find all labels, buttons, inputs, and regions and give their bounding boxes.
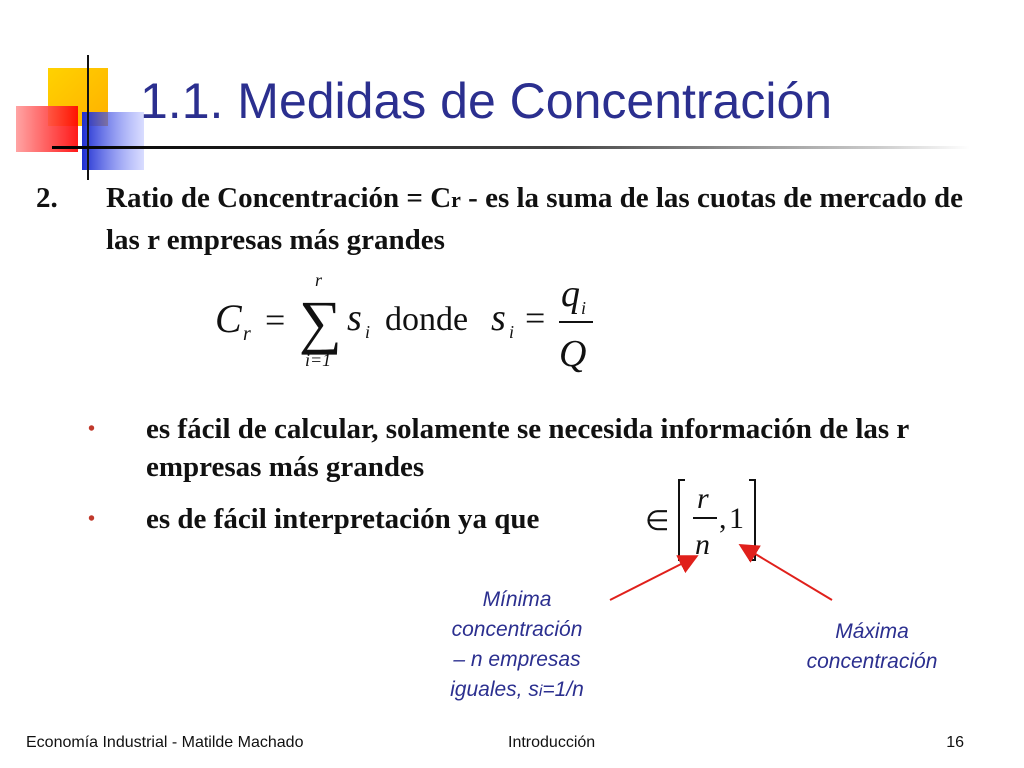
formula-rhs-sub: i — [509, 322, 515, 342]
interval-sep: , — [719, 502, 727, 535]
item-cr-subscript: r — [451, 187, 461, 212]
bullet-dot-icon: • — [88, 418, 96, 440]
note-min-line: – n empresas — [453, 648, 581, 671]
page-number: 16 — [946, 734, 964, 751]
interval-max: 1 — [729, 502, 744, 535]
bullet-text: es fácil de calcular, solamente se necesida información de las r empresas más grandes — [146, 413, 909, 483]
formula-sum-upper: r — [315, 272, 323, 290]
formula-sum: ∑ — [299, 289, 342, 355]
note-min-line-b: =1/n — [542, 678, 584, 701]
formula-rhs: s — [491, 297, 506, 339]
note-min-line: Mínima — [482, 588, 552, 611]
note-min-line — [422, 675, 612, 707]
formula-lhs: C — [215, 296, 242, 341]
footer-section: Introducción — [508, 734, 596, 751]
item-text-after: - es la suma de las cuotas de mercado de las r empresas más grandes — [106, 182, 964, 256]
page-title: 1.1. Medidas de Concentración — [140, 73, 833, 129]
item-number: 2. — [36, 182, 58, 214]
note-minima-concentracion — [422, 585, 612, 707]
formula-lhs-sub: r — [243, 323, 251, 345]
formula-donde: donde — [385, 301, 469, 338]
formula-frac-num: q — [561, 273, 580, 315]
bullet-text: es de fácil interpretación ya que — [146, 503, 540, 535]
formula-rhs-equals: = — [525, 298, 546, 338]
note-max-line: concentración — [806, 650, 938, 673]
interval-expression — [645, 470, 765, 570]
interval-den: n — [695, 528, 710, 561]
formula-frac-den: Q — [559, 333, 587, 375]
item-text-before: Ratio de Concentración = C — [106, 182, 452, 214]
formula-equals: = — [265, 300, 286, 340]
decorative-squares — [0, 0, 160, 190]
formula-frac-num-sub: i — [581, 298, 587, 318]
formula-term-sub: i — [365, 322, 371, 342]
formula-sum-lower: i=1 — [305, 350, 332, 370]
note-min-sub: i — [538, 683, 543, 700]
footer-course: Economía Industrial - Matilde Machado — [26, 734, 304, 751]
note-max-line: Máxima — [835, 620, 909, 643]
item-text — [106, 178, 986, 260]
interval-num: r — [697, 482, 709, 515]
concentration-formula — [215, 272, 615, 382]
note-maxima-concentracion — [782, 617, 962, 677]
left-bracket — [679, 480, 685, 560]
element-of-symbol: ∈ — [645, 506, 670, 537]
note-min-line: concentración — [451, 618, 583, 641]
right-bracket — [749, 480, 755, 560]
formula-term: s — [347, 297, 362, 339]
bullet-dot-icon: • — [88, 508, 96, 530]
title-divider — [52, 146, 970, 149]
note-min-line-a: iguales, s — [450, 678, 539, 701]
